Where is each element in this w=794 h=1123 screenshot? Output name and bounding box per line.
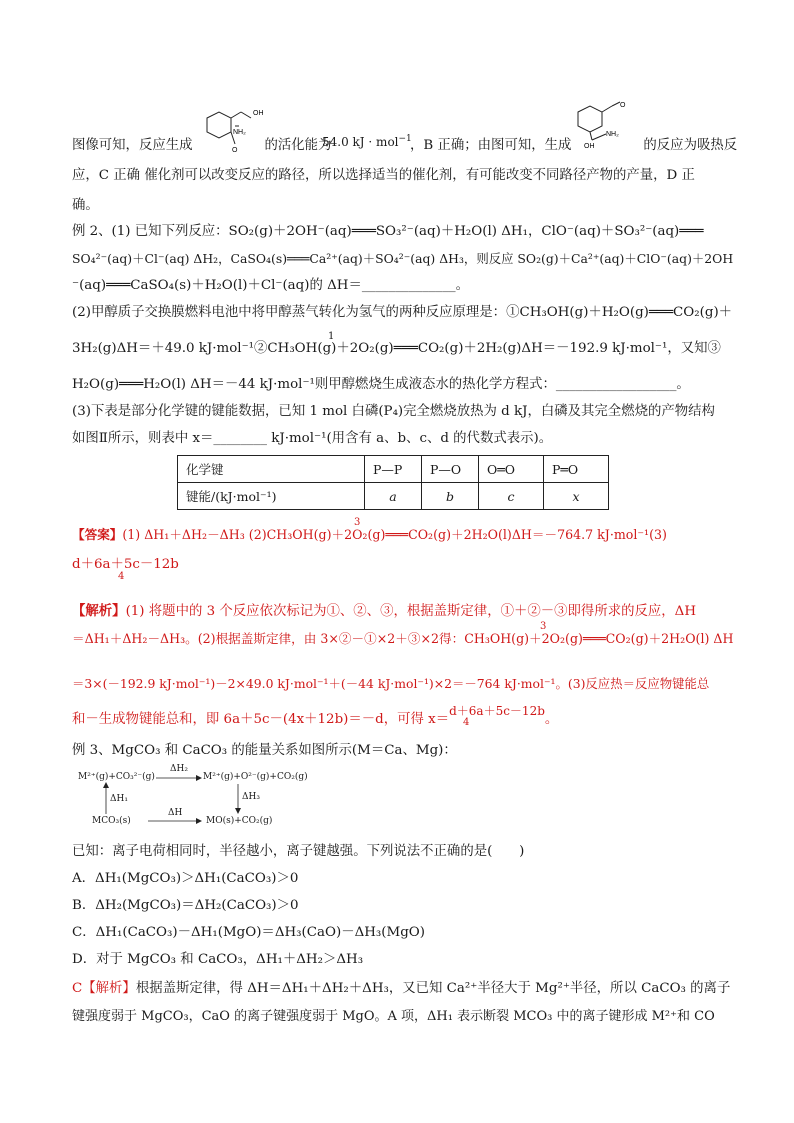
ex3-line1: 例 3、MgCO₃ 和 CaCO₃ 的能量关系如图所示(M＝Ca、Mg)： xyxy=(72,743,457,758)
bond-energy-table xyxy=(177,455,609,510)
mol2-o-label: O xyxy=(620,102,626,109)
table-header-cell: P═O xyxy=(544,456,609,483)
ex2-line5-frac: 1 xyxy=(328,331,335,342)
option-c: C．ΔH₁(CaCO₃)－ΔH₁(MgO)＝ΔH₃(CaO)－ΔH₃(MgO) xyxy=(72,925,426,940)
analysis-line4: 和－生成物键能总和，即 6a＋5c－(4x＋12b)＝－d，可得 x＝d＋6a＋5c－12b。 xyxy=(72,704,559,727)
header-text-1: 图像可知，反应生成 xyxy=(72,138,193,153)
diagram-dh2: ΔH₂ xyxy=(170,764,188,774)
ex2-line7: (3)下表是部分化学键的键能数据，已知 1 mol 白磷(P₄)完全燃烧放热为 d kJ，白磷及其完全燃烧的产物结构 xyxy=(72,404,715,419)
header-text-3: ，B 正确；由图可知，生成 的反应为吸热反 xyxy=(410,138,738,153)
para1-line2: 应，C 正确 催化剂可以改变反应的路径，所以选择适当的催化剂，有可能改变不同路径产物的产量，D 正 xyxy=(72,168,695,183)
diagram-bottom-left: MCO₃(s) xyxy=(92,816,131,826)
ex2-line3: ⁻(aq)═══CaSO₄(s)＋H₂O(l)＋Cl⁻(aq)的 ΔH＝______________。 xyxy=(72,278,469,293)
diagram-bottom-right: MO(s)+CO₂(g) xyxy=(206,816,273,826)
ex3-answer-tag: C【解析】 xyxy=(72,981,136,996)
diagram-top-right: M²⁺(g)+O²⁻(g)+CO₂(g) xyxy=(203,772,308,782)
ex2-line8: 如图Ⅱ所示，则表中 x＝________ kJ·mol⁻¹(用含有 a、b、c、d 的代数式表示)。 xyxy=(72,431,553,446)
ex2-line2: SO₄²⁻(aq)＋Cl⁻(aq) ΔH₂，CaSO₄(s)═══Ca²⁺(aq)＋SO₄²⁻(aq) ΔH₃，则反应 SO₂(g)＋Ca²⁺(aq)＋ClO⁻(aq)＋2OH xyxy=(72,251,734,266)
ex3-answer-line1: C【解析】根据盖斯定律，得 ΔH＝ΔH₁＋ΔH₂＋ΔH₃，又已知 Ca²⁺半径大于 Mg²⁺半径，所以 CaCO₃ 的离子 xyxy=(72,981,731,996)
molecule-2-structure xyxy=(570,98,640,150)
ex2-line5: 3H₂(g)ΔH＝＋49.0 kJ·mol⁻¹②CH₃OH(g)＋2O₂(g)═══CO₂(g)＋2H₂(g)ΔH＝－192.9 kJ·mol⁻¹，又知③ xyxy=(72,341,721,356)
table-row-label: 键能/(kJ·mol⁻¹) xyxy=(178,483,365,510)
mol2-oh-label: OH xyxy=(584,143,595,150)
energy-diagram xyxy=(78,764,338,830)
mol1-o-label: O xyxy=(232,147,238,154)
diagram-dh: ΔH xyxy=(168,808,183,818)
ex3-line2: 已知：离子电荷相同时，半径越小，离子键越强。下列说法不正确的是( ) xyxy=(72,844,525,859)
table-header-cell: O═O xyxy=(479,456,544,483)
analysis-frac: 3 xyxy=(540,621,547,632)
option-a: A．ΔH₁(MgCO₃)＞ΔH₁(CaCO₃)＞0 xyxy=(72,871,299,886)
header-text-4: 的反应为吸热反 xyxy=(643,138,738,153)
analysis-line1: 【解析】(1) 将题中的 3 个反应依次标记为①、②、③，根据盖斯定律，①＋②－③即得所求的反应，ΔH xyxy=(72,603,697,619)
molecule-1-structure xyxy=(197,104,267,154)
table-header-cell: 化学键 xyxy=(178,456,365,483)
ex3-answer-line2: 键强度弱于 MgCO₃，CaO 的离子键强度弱于 MgO。A 项，ΔH₁ 表示断裂 MCO₃ 中的离子键形成 M²⁺和 CO xyxy=(72,1009,715,1024)
option-d: D．对于 MgCO₃ 和 CaCO₃，ΔH₁＋ΔH₂＞ΔH₃ xyxy=(72,952,364,967)
ex2-line6: H₂O(g)═══H₂O(l) ΔH＝－44 kJ·mol⁻¹则甲醇燃烧生成液态水的热化学方程式：__________________。 xyxy=(72,377,690,392)
answer-line2: d＋6a＋5c－12b xyxy=(72,557,179,572)
ex2-line1: 例 2、(1) 已知下列反应：SO₂(g)＋2OH⁻(aq)═══SO₃²⁻(aq)＋H₂O(l) ΔH₁，ClO⁻(aq)＋SO₃²⁻(aq)═══ xyxy=(72,224,704,239)
table-header-cell: P—O xyxy=(422,456,479,483)
analysis-tag: 【解析】 xyxy=(72,603,126,619)
mol1-oh-label: OH xyxy=(253,110,264,117)
mol1-nh2-label: NH₂ xyxy=(233,129,246,136)
table-row xyxy=(178,456,609,483)
option-b: B．ΔH₂(MgCO₃)＝ΔH₂(CaCO₃)＞0 xyxy=(72,898,299,913)
analysis-line2: ＝ΔH₁＋ΔH₂－ΔH₃。(2)根据盖斯定律，由 3×②－①×2＋③×2得：CH₃OH(g)＋2O₂(g)═══CO₂(g)＋2H₂O(l) ΔH xyxy=(72,631,734,646)
answer-line1: 【答案】(1) ΔH₁＋ΔH₂－ΔH₃ (2)CH₃OH(g)＋2O₂(g)═══CO₂(g)＋2H₂O(l)ΔH＝－764.7 kJ·mol⁻¹(3) xyxy=(72,527,667,542)
answer-line2-den: 4 xyxy=(118,571,125,582)
diagram-dh1: ΔH₁ xyxy=(110,794,128,804)
table-row xyxy=(178,483,609,510)
diagram-dh3: ΔH₃ xyxy=(242,792,260,802)
table-cell: x xyxy=(544,483,609,510)
answer-tag: 【答案】 xyxy=(72,527,123,542)
activation-energy: 54.0 kJ · mol$^{-1}$ xyxy=(322,134,412,149)
diagram-top-left: M²⁺(g)+CO₃²⁻(g) xyxy=(78,772,155,782)
para1-line3: 确。 xyxy=(72,198,99,213)
analysis-line4-den: 4 xyxy=(463,717,470,728)
mol2-nh2-label: NH₂ xyxy=(606,131,619,138)
header-text-2: 的活化能为 xyxy=(264,138,332,153)
table-cell: b xyxy=(422,483,479,510)
table-cell: c xyxy=(479,483,544,510)
analysis-line3: ＝3×(－192.9 kJ·mol⁻¹)－2×49.0 kJ·mol⁻¹＋(－44 kJ·mol⁻¹)×2＝－764 kJ·mol⁻¹。(3)反应热＝反应物键能总 xyxy=(72,676,710,691)
table-cell: a xyxy=(365,483,422,510)
ex2-line4: (2)甲醇质子交换膜燃料电池中将甲醇蒸气转化为氢气的两种反应原理是：①CH₃OH(g)＋H₂O(g)═══CO₂(g)＋ xyxy=(72,305,733,320)
table-header-cell: P—P xyxy=(365,456,422,483)
answer-frac: 3 xyxy=(354,517,361,528)
